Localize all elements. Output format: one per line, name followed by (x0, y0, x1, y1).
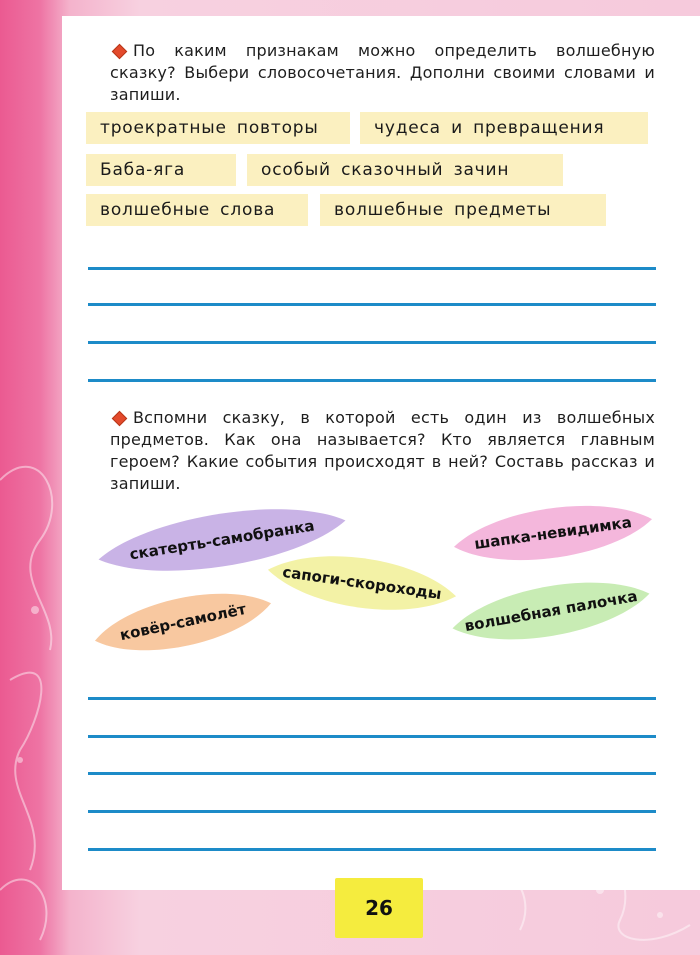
task1-text: По каким признакам можно определить волшебную сказку? Выбери словосочетания. Дополни своими словами и запиши. (110, 41, 655, 104)
page-number: 26 (365, 896, 393, 920)
leaf-label: ковёр-самолёт (118, 599, 248, 645)
writing-line[interactable] (88, 341, 656, 344)
leaf-label: волшебная палочка (463, 586, 639, 636)
phrase-chip[interactable]: особый сказочный зачин (247, 154, 563, 186)
phrase-chip[interactable]: троекратные повторы (86, 112, 350, 144)
leaf-label: скатерть-самобранка (128, 516, 316, 564)
phrase-chip[interactable]: волшебные слова (86, 194, 308, 226)
phrase-chip[interactable]: чудеса и превращения (360, 112, 648, 144)
task2-instruction (110, 407, 655, 495)
writing-line[interactable] (88, 772, 656, 775)
writing-line[interactable] (88, 267, 656, 270)
task2-text: Вспомни сказку, в которой есть один из волшебных предметов. Как она называется? Кто является главным героем? Какие события происходят в ней? Составь рассказ и запиши. (110, 408, 655, 493)
task1-instruction (110, 40, 655, 106)
diamond-marker-icon (112, 43, 128, 59)
page-number-badge (335, 878, 423, 938)
writing-line[interactable] (88, 303, 656, 306)
leaf-label: шапка-невидимка (473, 513, 633, 553)
writing-line[interactable] (88, 848, 656, 851)
writing-line[interactable] (88, 697, 656, 700)
leaf-label: сапоги-скороходы (281, 562, 443, 604)
writing-line[interactable] (88, 735, 656, 738)
writing-line[interactable] (88, 379, 656, 382)
diamond-marker-icon (112, 410, 128, 426)
phrase-chip[interactable]: Баба-яга (86, 154, 236, 186)
phrase-chip[interactable]: волшебные предметы (320, 194, 606, 226)
writing-line[interactable] (88, 810, 656, 813)
